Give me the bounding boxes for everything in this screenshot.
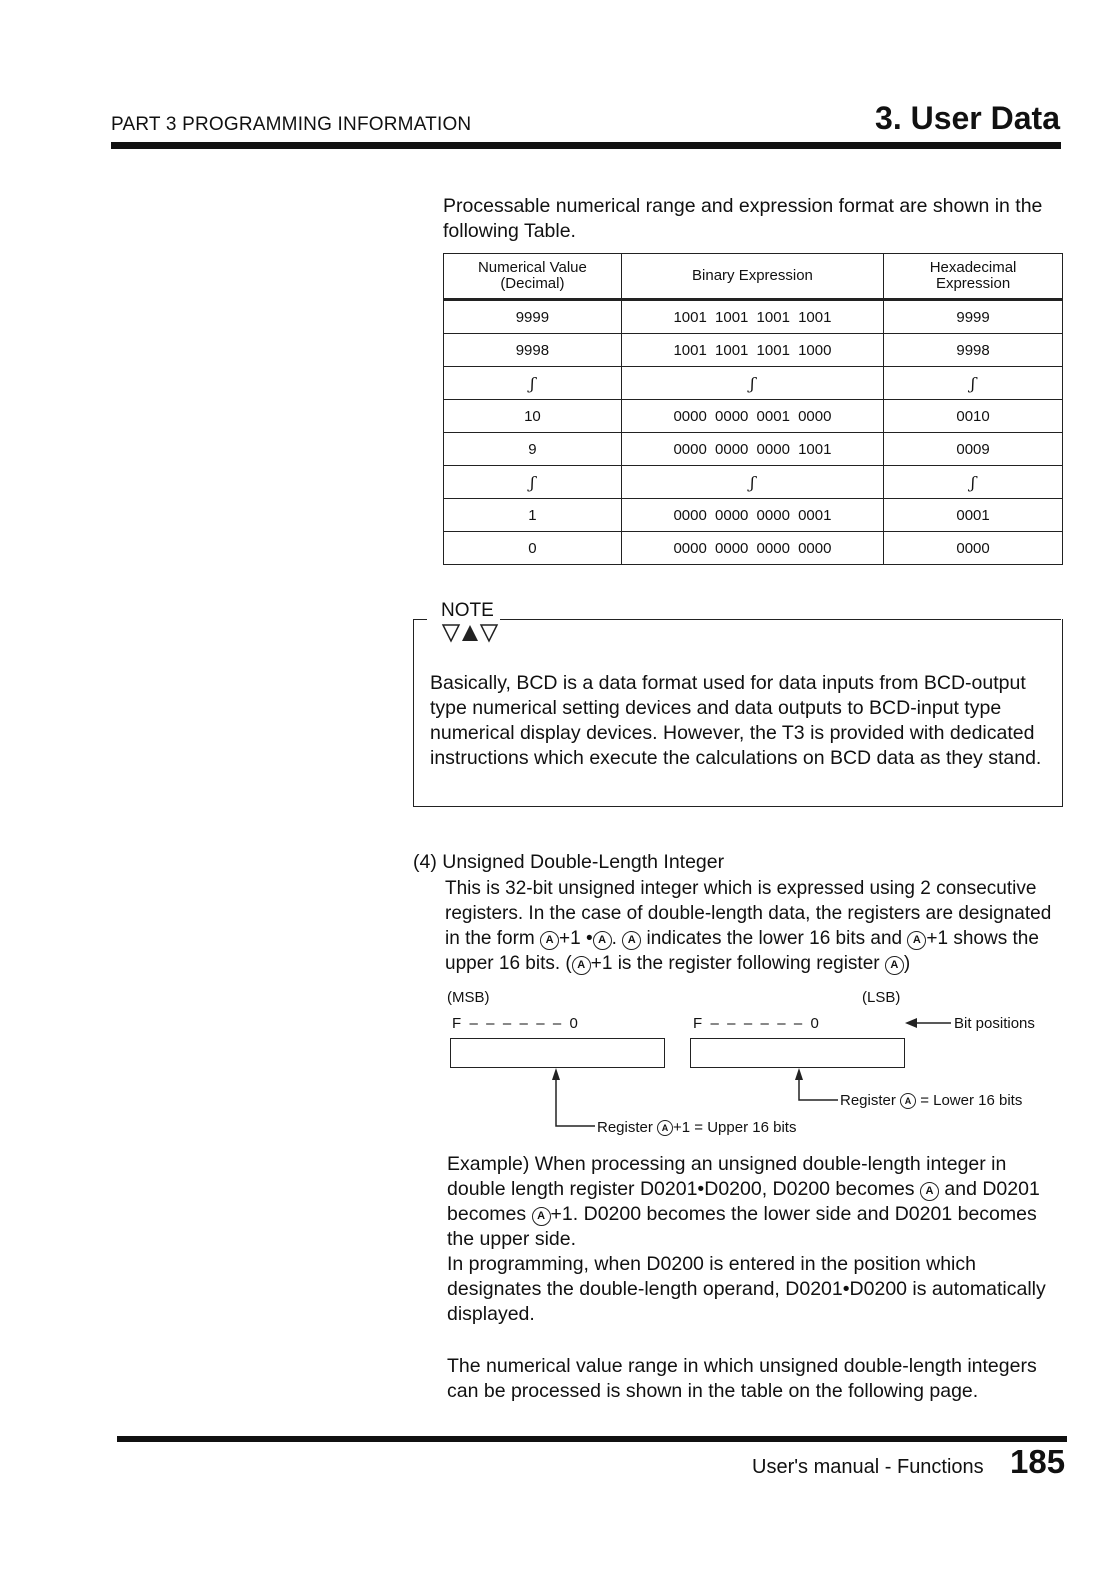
- lower-register-box: [690, 1038, 905, 1068]
- cell-hex: 0000: [884, 532, 1063, 565]
- register-a-symbol: A: [532, 1207, 551, 1226]
- section-body: [445, 876, 1060, 976]
- chapter-title: 3. User Data: [875, 100, 1060, 136]
- cell-decimal: 10: [444, 400, 622, 433]
- cell-binary: 1001 1001 1001 1000: [621, 334, 883, 367]
- table-row: [444, 433, 1063, 466]
- table-row: [444, 334, 1063, 367]
- upper-bit-range: F – – – – – – 0: [452, 1015, 578, 1032]
- continuation-mark: ʃ: [884, 466, 1063, 499]
- table-row: [444, 400, 1063, 433]
- close-paren: ): [903, 953, 911, 974]
- cell-binary: 1001 1001 1001 1001: [621, 300, 883, 334]
- cell-hex: 0001: [884, 499, 1063, 532]
- example-paragraph: [447, 1152, 1062, 1252]
- upper-register-arrow-icon: [549, 1068, 599, 1132]
- note-label: NOTE: [441, 600, 494, 621]
- cell-decimal: 1: [444, 499, 622, 532]
- intro-paragraph: Processable numerical range and expression format are shown in the following Table.: [443, 195, 1043, 242]
- register-a-symbol: A: [572, 956, 591, 975]
- page-number: 185: [1010, 1443, 1066, 1480]
- continuation-mark: ʃ: [884, 367, 1063, 400]
- table-row-ellipsis: [444, 367, 1063, 400]
- lower-register-arrow-icon: [792, 1068, 842, 1108]
- table-row-ellipsis: [444, 466, 1063, 499]
- cell-hex: 0009: [884, 433, 1063, 466]
- cell-hex: 9999: [884, 300, 1063, 334]
- cell-decimal: 9998: [444, 334, 622, 367]
- section-title: (4) Unsigned Double-Length Integer: [413, 851, 725, 873]
- section-text: shows the upper 16 bits. (: [445, 928, 1039, 974]
- register-a-symbol: A: [920, 1182, 939, 1201]
- lower-register-label: [840, 1092, 1022, 1109]
- cell-decimal: 9999: [444, 300, 622, 334]
- note-border: [413, 619, 427, 620]
- arrow-left-icon: [905, 1016, 955, 1030]
- label-text: = Lower 16 bits: [916, 1092, 1023, 1109]
- lower-bit-range: F – – – – – – 0: [693, 1015, 819, 1032]
- section-text: is the register following register: [612, 953, 885, 974]
- col-header-hex: Hexadecimal Expression: [884, 254, 1063, 300]
- col-header-decimal: Numerical Value (Decimal): [444, 254, 622, 300]
- msb-label: (MSB): [447, 989, 490, 1006]
- plus-one: +1: [590, 953, 613, 974]
- example-text: Example) When processing an unsigned double-length integer in double length register D0201•D0200, D0200 becomes: [447, 1153, 1007, 1200]
- table-row: [444, 499, 1063, 532]
- register-a-symbol: A: [593, 931, 612, 950]
- label-text: +1 = Upper 16 bits: [673, 1119, 797, 1136]
- register-a-symbol: A: [657, 1120, 673, 1136]
- register-a-symbol: A: [540, 931, 559, 950]
- continuation-mark: ʃ: [444, 466, 622, 499]
- section-text: indicates the lower 16 bits and: [641, 928, 908, 949]
- bit-positions-label: Bit positions: [954, 1015, 1035, 1032]
- note-triangles-icon: [441, 622, 499, 644]
- cell-decimal: 9: [444, 433, 622, 466]
- continuation-mark: ʃ: [621, 466, 883, 499]
- note-text: Basically, BCD is a data format used for data inputs from BCD-output type numerical setting devices and data outputs to BCD-input type numerical display devices. However, the T3 is provided with dedicated instructions which execute the calculations on BCD data as they stand.: [430, 672, 1042, 769]
- table-header-row: [444, 254, 1063, 300]
- cell-binary: 0000 0000 0000 0001: [621, 499, 883, 532]
- note-border: [500, 619, 1061, 620]
- example-block: [447, 1152, 1062, 1327]
- footer-rule: [117, 1436, 1067, 1442]
- cell-binary: 0000 0000 0000 1001: [621, 433, 883, 466]
- plus-one: +1: [926, 928, 949, 949]
- col-header-binary: Binary Expression: [621, 254, 883, 300]
- cell-hex: 9998: [884, 334, 1063, 367]
- register-a-symbol: A: [622, 931, 641, 950]
- closing-paragraph: The numerical value range in which unsigned double-length integers can be processed is shown in the table on the following page.: [447, 1355, 1037, 1402]
- table-row: [444, 532, 1063, 565]
- upper-register-box: [450, 1038, 665, 1068]
- example-text: +1. D0200 becomes the lower side and D0201 becomes the upper side.: [447, 1203, 1037, 1250]
- register-a-symbol: A: [900, 1093, 916, 1109]
- example-text: and D0201 becomes: [447, 1178, 1040, 1225]
- upper-register-label: [597, 1119, 796, 1136]
- label-text: Register: [840, 1092, 901, 1109]
- bcd-range-table: [443, 253, 1063, 565]
- table-row: [444, 300, 1063, 334]
- cell-binary: 0000 0000 0000 0000: [621, 532, 883, 565]
- cell-decimal: 0: [444, 532, 622, 565]
- register-a-symbol: A: [885, 956, 904, 975]
- register-a-symbol: A: [907, 931, 926, 950]
- section-text: This is 32-bit unsigned integer which is expressed using 2 consecutive registers. In the case of double-length data, the registers are designated in the form: [445, 878, 1052, 949]
- header-rule: [111, 142, 1061, 149]
- footer-label: User's manual - Functions: [752, 1456, 984, 1478]
- lsb-label: (LSB): [862, 989, 901, 1006]
- cell-hex: 0010: [884, 400, 1063, 433]
- cell-binary: 0000 0000 0001 0000: [621, 400, 883, 433]
- label-text: Register: [597, 1119, 658, 1136]
- plus-one: +1: [559, 928, 581, 949]
- running-header: PART 3 PROGRAMMING INFORMATION: [111, 114, 472, 135]
- bullet: •: [580, 928, 593, 949]
- continuation-mark: ʃ: [621, 367, 883, 400]
- period: .: [611, 928, 623, 949]
- continuation-mark: ʃ: [444, 367, 622, 400]
- example-paragraph-2: In programming, when D0200 is entered in the position which designates the double-length operand, D0201•D0200 is automatically displayed.: [447, 1253, 1046, 1325]
